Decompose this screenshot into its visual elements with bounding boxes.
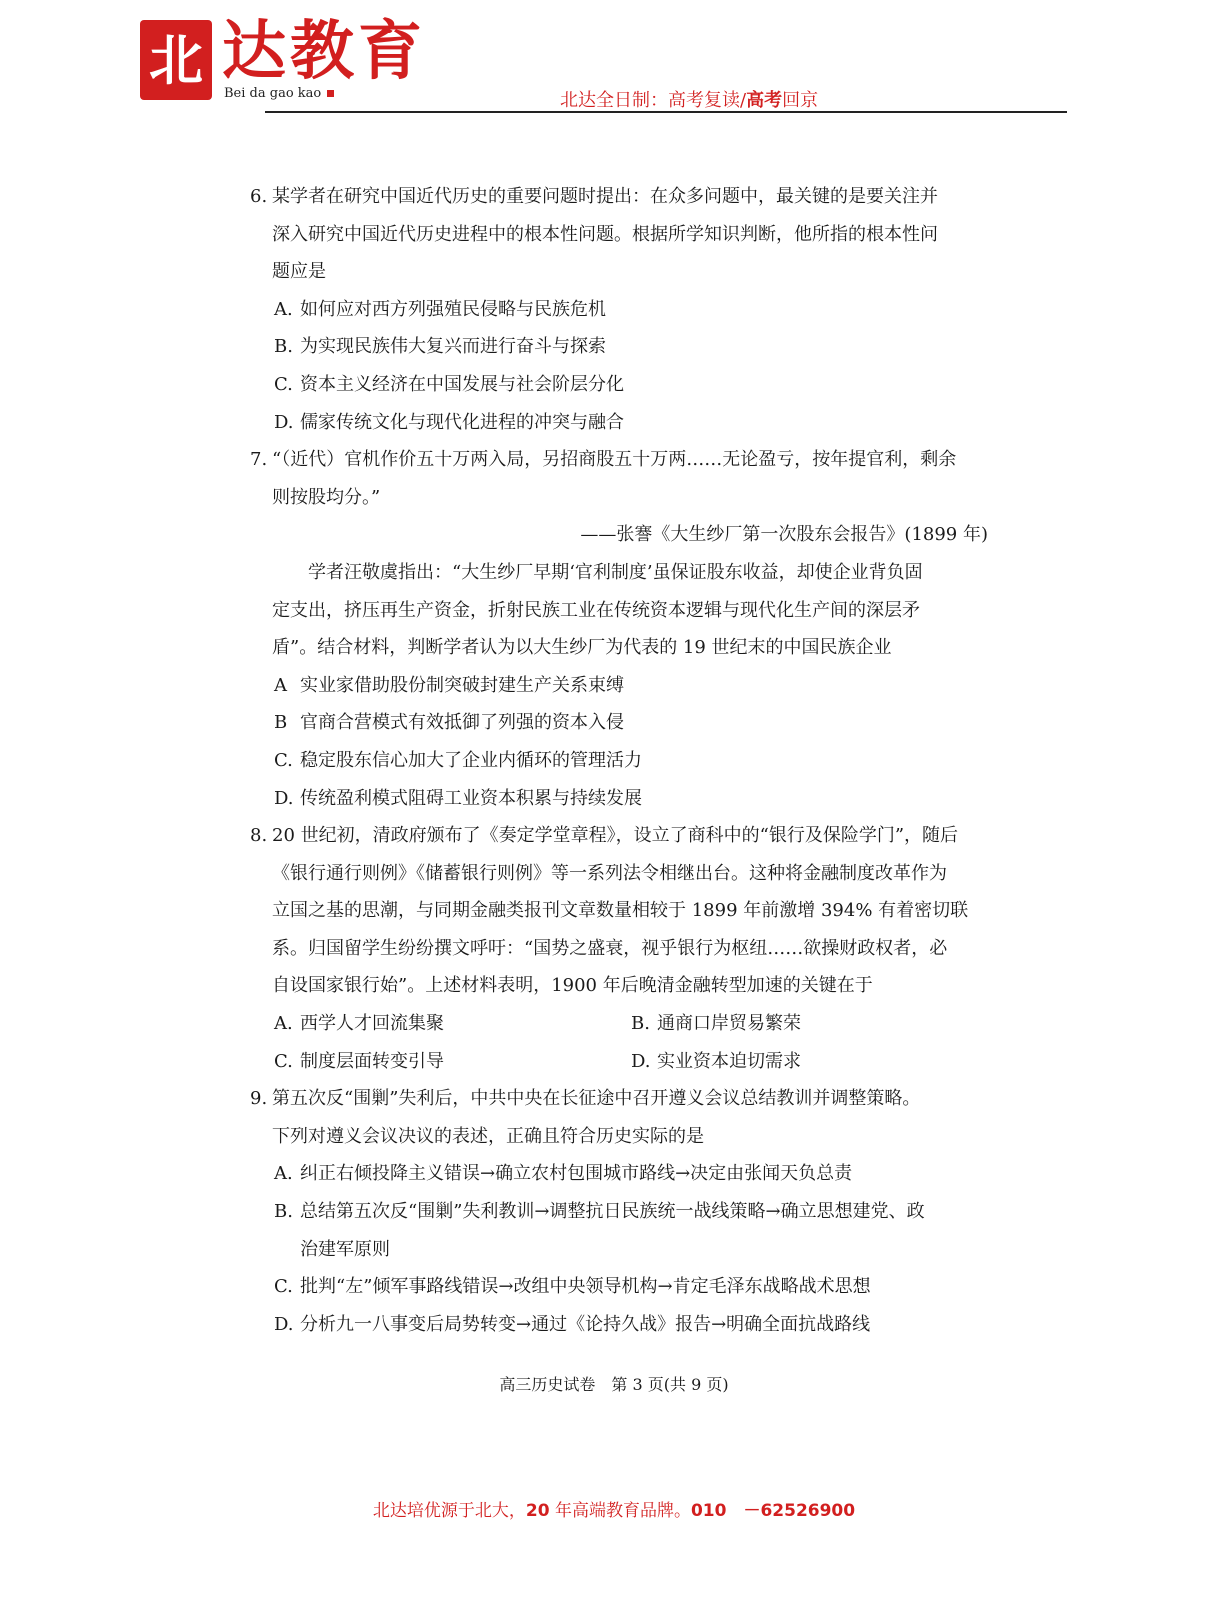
question-stem: 立国之基的思潮，与同期金融类报刊文章数量相较于 1899 年前激增 394% 有着密切联 — [272, 900, 969, 922]
option-label: B. — [274, 1201, 293, 1223]
question-stem: 盾”。结合材料，判断学者认为以大生纱厂为代表的 19 世纪末的中国民族企业 — [272, 637, 892, 659]
question-quote: 则按股均分。” — [272, 486, 381, 508]
question-stem: 学者汪敬虞指出：“大生纱厂早期‘官利制度’虽保证股东收益，却使企业背负固 — [308, 561, 923, 583]
option-c — [250, 1268, 988, 1306]
option-d — [631, 1043, 988, 1081]
advert-part: 年高端教育品牌。 — [549, 1501, 691, 1521]
logo-subtitle-text: Bei da gao kao — [224, 86, 322, 101]
question-9 — [250, 1080, 988, 1343]
option-text: 稳定股东信心加大了企业内循环的管理活力 — [300, 749, 642, 771]
option-label: C. — [274, 1276, 293, 1298]
question-6 — [250, 178, 988, 441]
question-number: 9. — [250, 1088, 268, 1110]
header-divider — [265, 111, 1067, 113]
option-b-continued — [250, 1231, 988, 1269]
page-number: 高三历史试卷 第 3 页(共 9 页) — [499, 1375, 729, 1394]
question-stem: 下列对遵义会议决议的表述，正确且符合历史实际的是 — [272, 1125, 704, 1147]
option-label: D. — [274, 1313, 294, 1335]
option-row — [250, 1005, 988, 1043]
option-b — [250, 704, 988, 742]
option-label: A. — [274, 1163, 293, 1185]
exam-content — [250, 178, 988, 1343]
option-a — [250, 667, 988, 705]
option-a — [250, 291, 988, 329]
option-c — [250, 742, 988, 780]
question-stem: 定支出，挤压再生产资金，折射民族工业在传统资本逻辑与现代化生产间的深层矛 — [272, 599, 920, 621]
question-quote: “（近代）官机作价五十万两入局，另招商股五十万两……无论盈亏，按年提官利，剩余 — [272, 449, 957, 471]
option-text: 总结第五次反“围剿”失利教训→调整抗日民族统一战线策略→确立思想建党、政 — [300, 1201, 925, 1223]
option-label: D. — [631, 1050, 651, 1072]
option-b — [250, 1193, 988, 1231]
question-stem: 20 世纪初，清政府颁布了《奏定学堂章程》，设立了商科中的“银行及保险学门”，随后 — [272, 825, 959, 847]
question-7 — [250, 441, 988, 817]
question-stem: 《银行通行则例》《储蓄银行则例》等一系列法令相继出台。这种将金融制度改革作为 — [272, 862, 947, 884]
logo-name: 达教育 — [222, 14, 426, 89]
option-a — [250, 1155, 988, 1193]
option-text: 实业家借助股份制突破封建生产关系束缚 — [300, 674, 624, 696]
option-b — [250, 328, 988, 366]
option-label: B. — [631, 1013, 650, 1035]
question-number: 8. — [250, 825, 268, 847]
option-label: D. — [274, 787, 294, 809]
option-d — [250, 1306, 988, 1344]
question-stem: 题应是 — [272, 261, 326, 283]
option-d — [250, 404, 988, 442]
question-number: 7. — [250, 449, 268, 471]
option-d — [250, 780, 988, 818]
option-text: 批判“左”倾军事路线错误→改组中央领导机构→肯定毛泽东战略战术思想 — [300, 1276, 871, 1298]
advert-part: 20 — [525, 1501, 550, 1521]
question-stem: 第五次反“围剿”失利后，中共中央在长征途中召开遵义会议总结教训并调整策略。 — [272, 1088, 921, 1110]
option-label: B. — [274, 336, 293, 358]
question-stem: 深入研究中国近代历史进程中的根本性问题。根据所学知识判断，他所指的根本性问 — [272, 223, 938, 245]
advert-part: 北达培优源于北大， — [372, 1501, 526, 1521]
option-text: 制度层面转变引导 — [300, 1050, 444, 1072]
option-text: 西学人才回流集聚 — [300, 1013, 444, 1035]
slogan-part-a: 北达全日制：高考复读/ — [560, 90, 747, 111]
option-label: A. — [274, 298, 293, 320]
question-8 — [250, 817, 988, 1080]
question-stem: 自设国家银行始”。上述材料表明，1900 年后晚清金融转型加速的关键在于 — [272, 975, 873, 997]
question-number: 6. — [250, 186, 268, 207]
option-label: C. — [274, 373, 293, 395]
footer-advert — [0, 1496, 1228, 1521]
option-label: D. — [274, 411, 294, 433]
option-b — [631, 1005, 988, 1043]
option-text: 传统盈利模式阻碍工业资本积累与持续发展 — [300, 787, 642, 809]
question-stem: 系。归国留学生纷纷撰文呼吁：“国势之盛衰，视乎银行为枢纽……欲操财政权者，必 — [272, 937, 948, 959]
option-text: 如何应对西方列强殖民侵略与民族危机 — [300, 298, 606, 320]
logo-mark — [140, 20, 212, 100]
option-text: 资本主义经济在中国发展与社会阶层分化 — [300, 373, 624, 395]
option-row — [250, 1043, 988, 1081]
slogan-part-b: 高考 — [746, 90, 783, 111]
option-text: 分析九一八事变后局势转变→通过《论持久战》报告→明确全面抗战路线 — [300, 1313, 871, 1335]
option-c — [274, 1043, 631, 1081]
option-text: 儒家传统文化与现代化进程的冲突与融合 — [300, 411, 624, 433]
question-stem: 某学者在研究中国近代历史的重要问题时提出：在众多问题中，最关键的是要关注并 — [272, 186, 938, 207]
advert-phone: 010 －62526900 — [690, 1501, 856, 1521]
option-label: C. — [274, 749, 293, 771]
option-label: A — [274, 674, 287, 696]
option-text: 治建军原则 — [300, 1238, 390, 1260]
option-a — [274, 1005, 631, 1043]
quote-source: ——张謇《大生纱厂第一次股东会报告》(1899 年) — [580, 524, 988, 546]
option-label: C. — [274, 1050, 293, 1072]
option-label: B — [274, 712, 288, 734]
logo-dot-icon — [327, 90, 334, 97]
option-text: 通商口岸贸易繁荣 — [657, 1013, 801, 1035]
option-text: 实业资本迫切需求 — [657, 1050, 801, 1072]
option-c — [250, 366, 988, 404]
option-label: A. — [274, 1013, 293, 1035]
option-text: 官商合营模式有效抵御了列强的资本入侵 — [300, 712, 624, 734]
option-text: 为实现民族伟大复兴而进行奋斗与探索 — [300, 336, 606, 358]
header-slogan — [560, 86, 818, 112]
logo-char: 北 — [149, 28, 203, 92]
logo-subtitle — [224, 86, 334, 101]
slogan-part-c: 回京 — [782, 90, 819, 111]
option-text: 纠正右倾投降主义错误→确立农村包围城市路线→决定由张闻天负总责 — [300, 1163, 853, 1185]
